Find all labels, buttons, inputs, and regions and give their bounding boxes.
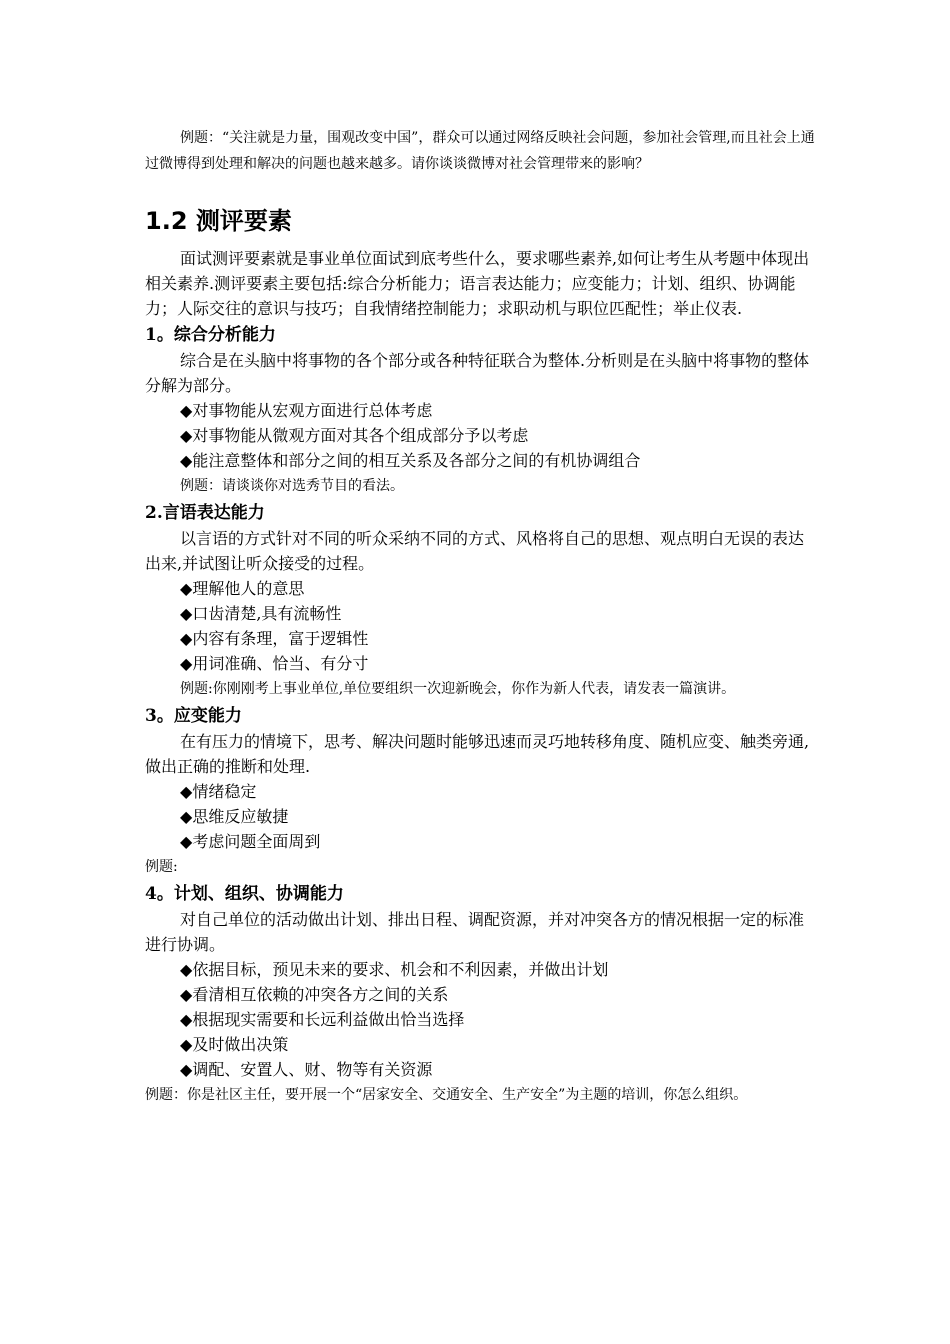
competency-heading: 4。计划、组织、协调能力 [145, 884, 344, 904]
bullet-item: ◆根据现实需要和长远利益做出恰当选择 [180, 1010, 465, 1029]
competency-desc: 对自己单位的活动做出计划、排出日程、调配资源，并对冲突各方的情况根据一定的标准进行协调。 [145, 910, 805, 954]
competency-desc: 在有压力的情境下，思考、解决问题时能够迅速而灵巧地转移角度、随机应变、触类旁通,做出正确的推断和处理. [145, 732, 810, 776]
competency-block-3 [145, 704, 815, 880]
bullet-item: ◆及时做出决策 [180, 1035, 289, 1054]
bullet-item: ◆思维反应敏捷 [180, 807, 289, 826]
competency-desc: 以言语的方式针对不同的听众采纳不同的方式、风格将自己的思想、观点明白无误的表达出来,并试图让听众接受的过程。 [145, 529, 805, 573]
diamond-icon: ◆ [180, 782, 193, 801]
bullet-item: ◆考虑问题全面周到 [180, 832, 321, 851]
bullet-item: ◆情绪稳定 [180, 782, 257, 801]
bullet-item: ◆对事物能从微观方面对其各个组成部分予以考虑 [180, 426, 529, 445]
bullet-item: ◆能注意整体和部分之间的相互关系及各部分之间的有机协调组合 [180, 451, 641, 470]
bullet-item: ◆调配、安置人、财、物等有关资源 [180, 1060, 433, 1079]
section-title: 1.2 测评要素 [145, 207, 292, 235]
diamond-icon: ◆ [180, 807, 193, 826]
competency-example: 例题：请谈谈你对选秀节目的看法。 [180, 478, 404, 494]
diamond-icon: ◆ [180, 451, 193, 470]
diamond-icon: ◆ [180, 401, 193, 420]
diamond-icon: ◆ [180, 654, 193, 673]
competency-heading: 3。应变能力 [145, 706, 242, 726]
bullet-item: ◆口齿清楚,具有流畅性 [180, 604, 342, 623]
bullet-item: ◆依据目标，预见未来的要求、机会和不利因素，并做出计划 [180, 960, 609, 979]
competency-heading: 2.言语表达能力 [145, 503, 265, 523]
competency-example: 例题:你刚刚考上事业单位,单位要组织一次迎新晚会，你作为新人代表，请发表一篇演讲。 [180, 681, 736, 697]
intro-example: 例题：“关注就是力量，围观改变中国”，群众可以通过网络反映社会问题，参加社会管理,而且社会上通过微博得到处理和解决的问题也越来越多。请你谈谈微博对社会管理带来的影响？ [145, 130, 815, 172]
diamond-icon: ◆ [180, 832, 193, 851]
competency-example: 例题: [145, 859, 178, 875]
bullet-item: ◆对事物能从宏观方面进行总体考虑 [180, 401, 433, 420]
competency-heading: 1。综合分析能力 [145, 325, 276, 345]
diamond-icon: ◆ [180, 1060, 193, 1079]
diamond-icon: ◆ [180, 1010, 193, 1029]
diamond-icon: ◆ [180, 579, 193, 598]
competency-block-2 [145, 501, 815, 702]
bullet-item: ◆看清相互依赖的冲突各方之间的关系 [180, 985, 449, 1004]
diamond-icon: ◆ [180, 985, 193, 1004]
diamond-icon: ◆ [180, 629, 193, 648]
competency-desc: 综合是在头脑中将事物的各个部分或各种特征联合为整体.分析则是在头脑中将事物的整体分解为部分。 [145, 351, 810, 395]
diamond-icon: ◆ [180, 1035, 193, 1054]
diamond-icon: ◆ [180, 426, 193, 445]
competency-example: 例题：你是社区主任，要开展一个“居家安全、交通安全、生产安全”为主题的培训，你怎么组织。 [145, 1087, 748, 1103]
bullet-item: ◆内容有条理，富于逻辑性 [180, 629, 369, 648]
competency-block-1 [145, 323, 815, 499]
diamond-icon: ◆ [180, 604, 193, 623]
section-intro: 面试测评要素就是事业单位面试到底考些什么，要求哪些素养,如何让考生从考题中体现出相关素养.测评要素主要包括:综合分析能力；语言表达能力；应变能力；计划、组织、协调能力；人际交往的意识与技巧；自我情绪控制能力；求职动机与职位匹配性；举止仪表. [145, 249, 810, 318]
diamond-icon: ◆ [180, 960, 193, 979]
document-content [145, 125, 815, 1108]
competency-block-4 [145, 882, 815, 1108]
bullet-item: ◆用词准确、恰当、有分寸 [180, 654, 369, 673]
bullet-item: ◆理解他人的意思 [180, 579, 305, 598]
